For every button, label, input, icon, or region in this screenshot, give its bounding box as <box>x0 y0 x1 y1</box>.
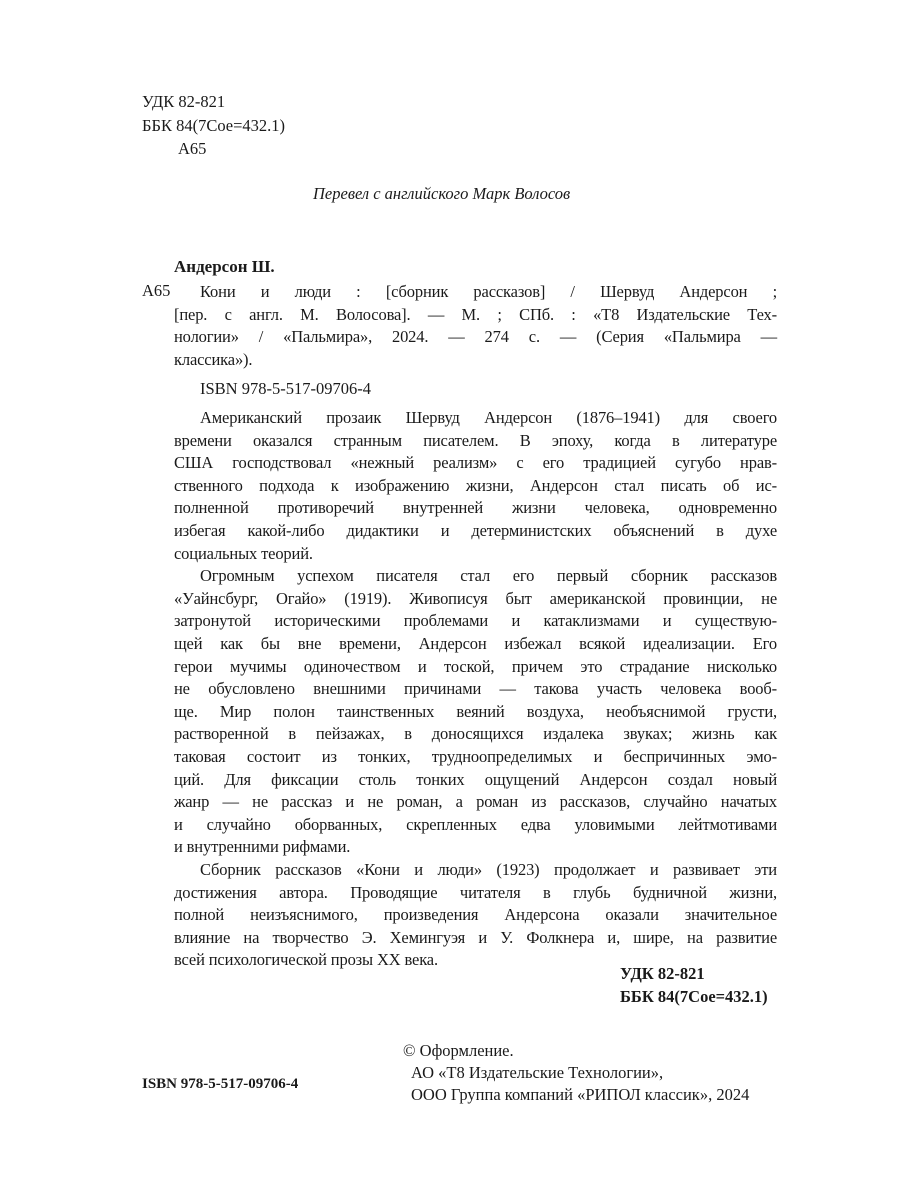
annotation-line: «Уайнсбург, Огайо» (1919). Живописуя быт американской провинции, не <box>174 588 777 608</box>
annotation-line: и внутренними рифмами. <box>174 837 351 857</box>
annotation-line: не обусловлено внешними причинами — такова участь человека вооб- <box>174 679 777 699</box>
bbk-code: ББК 84(7Сое=432.1) <box>142 116 286 135</box>
copyright-line-1: © Оформление. <box>403 1041 514 1060</box>
annotation-line: Американский прозаик Шервуд Андерсон (1876–1941) для своего <box>200 408 777 427</box>
footer-udk: УДК 82-821 <box>620 964 705 983</box>
annotation-line: ций. Для фиксации столь тонких ощущений Андерсон создал новый <box>174 769 777 789</box>
udk-code: УДК 82-821 <box>142 92 226 111</box>
annotation-line: достижения автора. Проводящие читателя в глубь будничной жизни, <box>174 882 777 902</box>
annotation-line: всей психологической прозы XX века. <box>174 950 438 970</box>
annotation-line: социальных теорий. <box>174 543 313 563</box>
annotation-line: герои мучимы одиночеством и тоской, причем это страдание нисколько <box>174 656 777 676</box>
catalog-line: [пер. с англ. М. Волосова]. — М. ; СПб. : «Т8 Издательские Тех- <box>174 304 777 324</box>
annotation-line: Сборник рассказов «Кони и люди» (1923) продолжает и развивает эти <box>200 860 777 879</box>
annotation-line: растворенной в пейзажах, в доносящихся издалека звуках; жизнь как <box>174 724 777 744</box>
copyright-line-3: ООО Группа компаний «РИПОЛ классик», 2024 <box>411 1085 750 1104</box>
catalog-mark: А65 <box>142 281 171 300</box>
annotation-line: избегая какой-либо дидактики и детерминистских объяснений в духе <box>174 521 777 540</box>
annotation-line: Огромным успехом писателя стал его первый сборник рассказов <box>200 566 777 586</box>
annotation-line: полной неизъяснимого, произведения Андерсона оказали значительное <box>174 905 777 925</box>
copyright-line-2: АО «Т8 Издательские Технологии», <box>411 1063 664 1082</box>
author-mark: А65 <box>178 139 207 158</box>
catalog-isbn: ISBN 978-5-517-09706-4 <box>200 379 371 398</box>
catalog-author: Андерсон Ш. <box>174 257 275 276</box>
annotation-line: таковая состоит из тонких, трудноопределимых и беспричинных эмо- <box>174 747 777 766</box>
catalog-line: классика»). <box>174 349 253 369</box>
annotation-line: США господствовал «нежный реализм» с его традицией сугубо нрав- <box>174 453 777 473</box>
annotation-line: времени оказался странным писателем. В эпоху, когда в литературе <box>174 430 777 450</box>
annotation-line: полненной противоречий внутренней жизни человека, одновременно <box>174 498 777 518</box>
annotation-line: влияние на творчество Э. Хемингуэя и У. Фолкнера и, шире, на развитие <box>174 927 777 947</box>
annotation-line: и случайно оборванных, скрепленных едва уловимыми лейтмотивами <box>174 814 777 834</box>
footer-bbk: ББК 84(7Сое=432.1) <box>620 987 768 1006</box>
translator-note: Перевел с английского Марк Волосов <box>313 184 571 203</box>
annotation-line: ще. Мир полон таинственных веяний воздуха, необъяснимой грусти, <box>174 701 777 721</box>
footer-isbn: ISBN 978-5-517-09706-4 <box>142 1076 299 1092</box>
annotation-line: ственного подхода к изображению жизни, Андерсон стал писать об ис- <box>174 475 777 495</box>
annotation-line: жанр — не рассказ и не роман, а роман из рассказов, случайно начатых <box>174 792 777 812</box>
catalog-line: нологии» / «Пальмира», 2024. — 274 с. — (Серия «Пальмира — <box>174 327 777 346</box>
annotation-line: щей как бы вне времени, Андерсон избежал всякой идеализации. Его <box>174 634 777 653</box>
annotation-line: затронутой историческими проблемами и катаклизмами и существую- <box>174 611 777 631</box>
catalog-line: Кони и люди : [сборник рассказов] / Шервуд Андерсон ; <box>200 282 777 301</box>
